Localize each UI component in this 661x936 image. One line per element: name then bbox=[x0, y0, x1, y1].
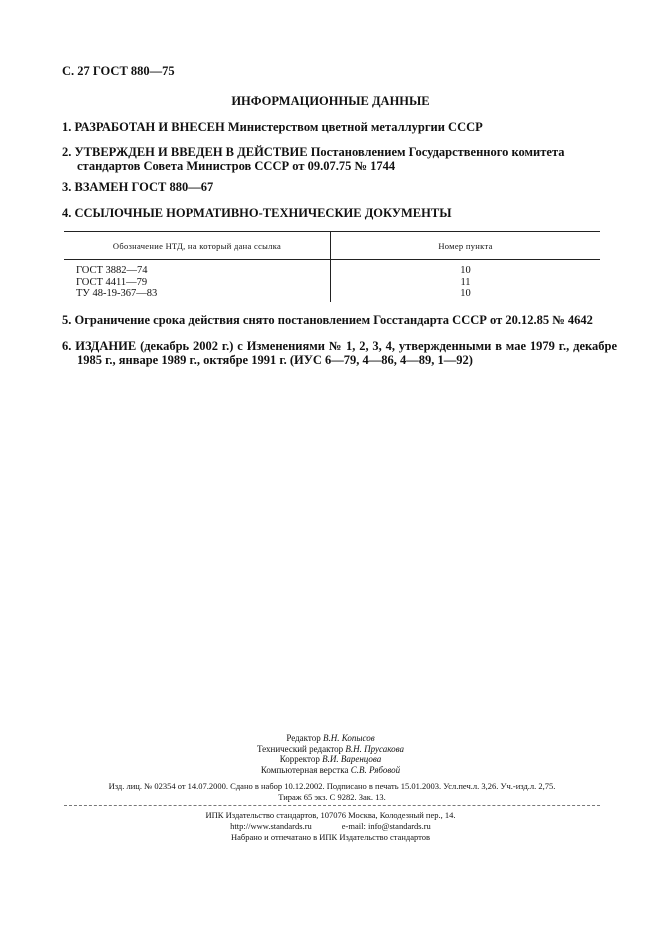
clause-cell: 10 bbox=[460, 288, 471, 299]
table-row bbox=[64, 277, 600, 289]
item-heading: ВЗАМЕН ГОСТ 880—67 bbox=[74, 180, 214, 194]
divider bbox=[64, 805, 600, 806]
section-title: ИНФОРМАЦИОННЫЕ ДАННЫЕ bbox=[231, 94, 430, 108]
publisher-contacts bbox=[0, 821, 661, 832]
item-heading: УТВЕРЖДЕН И ВВЕДЕН В ДЕЙСТВИЕ bbox=[74, 145, 308, 159]
table-row bbox=[64, 288, 600, 302]
reference-documents-table bbox=[64, 231, 600, 302]
editor-name: В.Н. Копысов bbox=[323, 733, 375, 743]
column-header-document: Обозначение НТД, на который дана ссылка bbox=[64, 232, 331, 260]
document-cell: ГОСТ 3882—74 bbox=[64, 260, 331, 277]
editor-line: Редактор В.Н. Копысов bbox=[286, 733, 375, 743]
credits-block bbox=[0, 733, 661, 775]
item-heading: ИЗДАНИЕ bbox=[75, 339, 137, 353]
table-header-row bbox=[64, 232, 600, 260]
printing-note: Набрано и отпечатано в ИПК Издательство стандартов bbox=[230, 832, 431, 842]
item-2 bbox=[62, 145, 617, 173]
item-number: 3. bbox=[62, 180, 72, 194]
layout-line: Компьютерная верстка С.В. Рябовой bbox=[260, 764, 401, 775]
website-link[interactable]: http://www.standards.ru bbox=[230, 821, 312, 831]
publisher-block bbox=[0, 810, 661, 843]
page-header: С. 27 ГОСТ 880—75 bbox=[62, 64, 175, 78]
table-row bbox=[64, 260, 600, 277]
corrector-line: Корректор В.И. Варенцова bbox=[279, 754, 382, 764]
column-header-clause: Номер пункта bbox=[331, 232, 601, 260]
item-6 bbox=[62, 339, 617, 367]
item-heading: РАЗРАБОТАН И ВНЕСЕН bbox=[74, 120, 225, 134]
tech-editor-name: В.Н. Прусакова bbox=[345, 743, 405, 754]
document-cell: ГОСТ 4411—79 bbox=[64, 277, 331, 289]
document-cell: ТУ 48-19-367—83 bbox=[64, 288, 331, 302]
clause-cell: 11 bbox=[460, 276, 471, 288]
item-heading: ССЫЛОЧНЫЕ НОРМАТИВНО-ТЕХНИЧЕСКИЕ ДОКУМЕНТЫ bbox=[74, 206, 452, 220]
clause-cell: 10 bbox=[460, 265, 471, 276]
item-5 bbox=[62, 313, 617, 327]
layout-name: С.В. Рябовой bbox=[350, 764, 401, 775]
publisher-address: ИПК Издательство стандартов, 107076 Москва, Колодезный пер., 14. bbox=[205, 810, 456, 820]
item-number: 1. bbox=[62, 120, 72, 134]
item-number: 5. bbox=[62, 313, 72, 327]
imprint-line-2: Тираж 65 экз. С 9282. Зак. 13. bbox=[278, 792, 386, 802]
corrector-name: В.И. Варенцова bbox=[322, 754, 382, 764]
item-1 bbox=[62, 120, 602, 134]
item-text: Министерством цветной металлургии СССР bbox=[227, 120, 483, 134]
item-number: 2. bbox=[62, 145, 72, 159]
item-3 bbox=[62, 180, 602, 194]
item-number: 6. bbox=[62, 339, 72, 353]
imprint-line-1: Изд. лиц. № 02354 от 14.07.2000. Сдано в набор 10.12.2002. Подписано в печать 15.01.2003. Усл.печ.л. 3,26. Уч.-изд.л. 2,75. bbox=[108, 781, 556, 791]
item-text: (декабрь 2002 г.) с Изменениями № 1, 2, 3, 4, утвержденными в мае 1979 г., декабре 1985 г., январе 1989 г., октябре 1991 г. (ИУС 6—79, 4—86, 4—89, 1—92) bbox=[77, 339, 618, 367]
email-link[interactable]: e-mail: info@standards.ru bbox=[341, 821, 431, 831]
item-text: Постановлением Государственного комитета стандартов Совета Министров СССР от 09.07.75 № 1744 bbox=[77, 145, 565, 173]
item-text: Ограничение срока действия снято постановлением Госстандарта СССР от 20.12.85 № 4642 bbox=[74, 313, 593, 327]
item-number: 4. bbox=[62, 206, 72, 220]
item-4 bbox=[62, 206, 602, 220]
imprint-block bbox=[64, 781, 600, 803]
tech-editor-line: Технический редактор В.Н. Прусакова bbox=[256, 743, 405, 754]
